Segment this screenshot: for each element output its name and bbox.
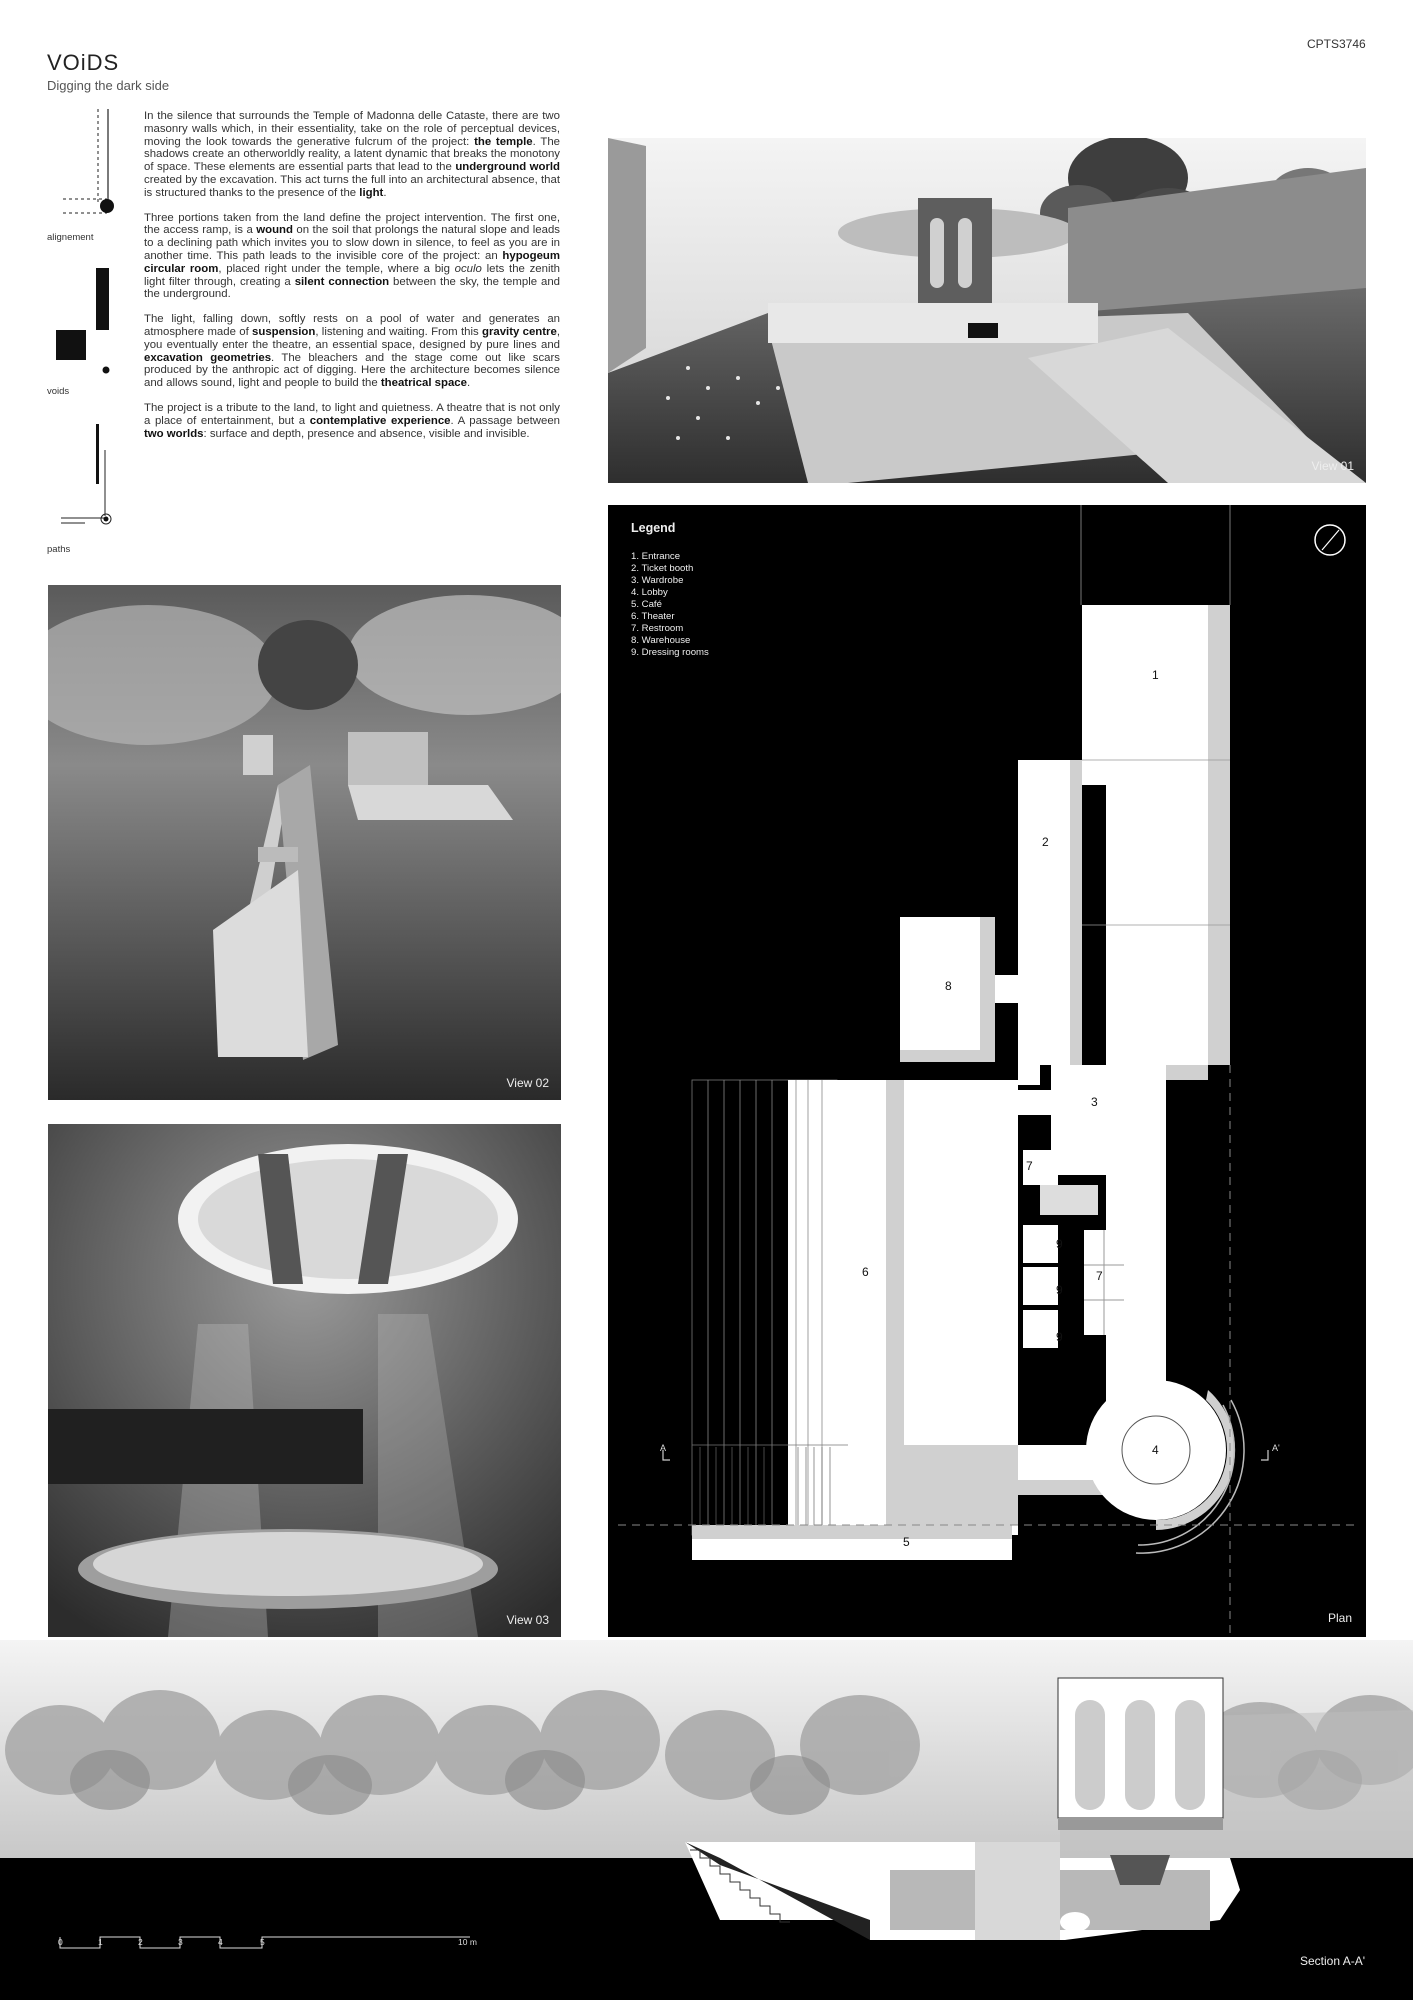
paragraph-text: on the soil that prolongs the natural slope and leads to a declining path which invites you to slow down in silence, to feel as you are in another time. This path leads to the invisible core of the project: an	[144, 224, 560, 262]
paragraph-text: . A passage between	[450, 414, 560, 427]
paragraph-text: In the silence that surrounds the Temple of Madonna delle Cataste, there are two masonry walls which, in their essentiality, take on the role of perceptual devices, moving the look towards the generative fulcrum of the project:	[144, 110, 560, 148]
emphasis-text: suspension	[252, 325, 316, 338]
emphasis-text: theatrical space	[380, 377, 467, 390]
legend-item: 3. Wardrobe	[631, 575, 684, 586]
paragraph-text: , you eventually enter the theatre, an essential space, designed by pure lines and	[144, 325, 560, 351]
emphasis-text: contemplative experience	[309, 414, 451, 427]
room-label-dressing-room: 9	[1056, 1283, 1063, 1297]
paragraph-4	[144, 402, 560, 440]
paragraph-text: .	[383, 186, 387, 199]
paths-diagram	[55, 420, 125, 530]
view-02-render	[48, 585, 561, 1100]
scale-tick: 1	[98, 1937, 103, 1947]
paragraph-text: , listening and waiting. From this	[315, 325, 482, 338]
paragraph-text: The project is a tribute to the land, to light and quietness. A theatre that is not only a place of entertainment, but a	[144, 401, 560, 427]
paragraph-text: .	[466, 377, 471, 390]
view-03-render	[48, 1124, 561, 1637]
scale-tick: 0	[58, 1937, 63, 1947]
alignement-label: alignement	[47, 232, 94, 243]
room-label-dressing-room: 9	[1056, 1330, 1063, 1344]
legend-item: 1. Entrance	[631, 551, 681, 562]
scale-tick: 2	[138, 1937, 143, 1947]
legend-item: 9. Dressing rooms	[631, 647, 709, 658]
emphasis-text: hypogeum circular room	[144, 249, 560, 275]
project-description	[144, 110, 560, 452]
emphasis-text: gravity centre	[481, 325, 557, 338]
emphasis-text: the temple	[474, 135, 533, 148]
room-label-ticket-booth: 2	[1042, 835, 1049, 849]
section-mark-a-prime: A'	[1272, 1443, 1280, 1453]
scale-tick: 3	[178, 1937, 183, 1947]
room-label-restroom: 7	[1096, 1269, 1103, 1283]
paragraph-text: Three portions taken from the land define the project intervention. The first one, the access ramp, is a	[144, 211, 560, 237]
page-subtitle: Digging the dark side	[47, 78, 170, 93]
room-label-wardrobe: 3	[1091, 1095, 1098, 1109]
alignement-diagram	[55, 105, 125, 235]
emphasis-text: silent connection	[294, 275, 390, 288]
voids-label: voids	[47, 386, 70, 397]
view-03-caption: View 03	[506, 1613, 549, 1627]
legend-item: 5. Café	[631, 599, 662, 610]
floor-plan	[608, 505, 1366, 1637]
view-01-render	[608, 138, 1366, 483]
project-code: CPTS3746	[1307, 37, 1366, 51]
scale-tick: 4	[218, 1937, 223, 1947]
room-label-cafe: 5	[903, 1535, 910, 1549]
scale-tick: 5	[260, 1937, 265, 1947]
voids-diagram	[50, 262, 120, 382]
paragraph-2	[144, 212, 560, 302]
paragraph-text: The light, falling down, softly rests on a pool of water and generates an atmosphere made of	[144, 313, 560, 338]
paragraph-text: . The shadows create an otherworldly reality, a latent dynamic that breaks the monotony of space. These elements are essential parts that lead to the	[144, 135, 560, 174]
legend-title: Legend	[631, 521, 676, 535]
legend-item: 4. Lobby	[631, 587, 668, 598]
paragraph-text: : surface and depth, presence and absence, visible and invisible.	[203, 427, 530, 440]
paths-label: paths	[47, 544, 71, 555]
paragraph-3	[144, 313, 560, 390]
emphasis-text: underground world	[455, 161, 561, 174]
room-label-lobby: 4	[1152, 1443, 1159, 1457]
section-mark-a: A	[660, 1443, 667, 1453]
scale-bar	[58, 1937, 478, 1967]
legend-item: 8. Warehouse	[631, 635, 691, 646]
room-label-dressing-room: 9	[1056, 1237, 1063, 1251]
paragraph-text: created by the excavation. This act turns the full into an architectural absence, that is structured thanks to the presence of the	[144, 173, 560, 199]
paragraph-text: lets the zenith light filter through, creating a	[144, 262, 560, 288]
page-title: VOiDS	[47, 50, 120, 75]
legend-item: 7. Restroom	[631, 623, 684, 634]
view-01-caption: View 01	[1311, 459, 1354, 473]
emphasis-text: excavation geometries	[144, 351, 272, 364]
paragraph-text: oculo	[454, 262, 482, 275]
emphasis-text: light	[359, 186, 384, 199]
room-label-warehouse: 8	[945, 979, 952, 993]
legend-item: 2. Ticket booth	[631, 563, 694, 574]
emphasis-text: wound	[256, 224, 293, 237]
room-label-theater: 6	[862, 1265, 869, 1279]
paragraph-1	[144, 110, 560, 200]
paragraph-text: , placed right under the temple, where a big	[218, 262, 455, 275]
paragraph-text: between the sky, the temple and the underground.	[144, 275, 560, 301]
view-02-caption: View 02	[506, 1076, 549, 1090]
legend-item: 6. Theater	[631, 611, 675, 622]
plan-legend	[631, 521, 709, 659]
emphasis-text: two worlds	[144, 427, 204, 440]
plan-caption: Plan	[1327, 1611, 1352, 1625]
room-label-entrance: 1	[1152, 668, 1159, 682]
paragraph-text: . The bleachers and the stage come out like scars produced by the anthropic act of digging. Here the architecture becomes silence and allows sound, light and people to build the	[144, 351, 561, 390]
section-caption: Section A-A'	[1300, 1954, 1365, 1968]
room-label-restroom: 7	[1026, 1159, 1033, 1173]
scale-tick: 10 m	[458, 1937, 477, 1947]
